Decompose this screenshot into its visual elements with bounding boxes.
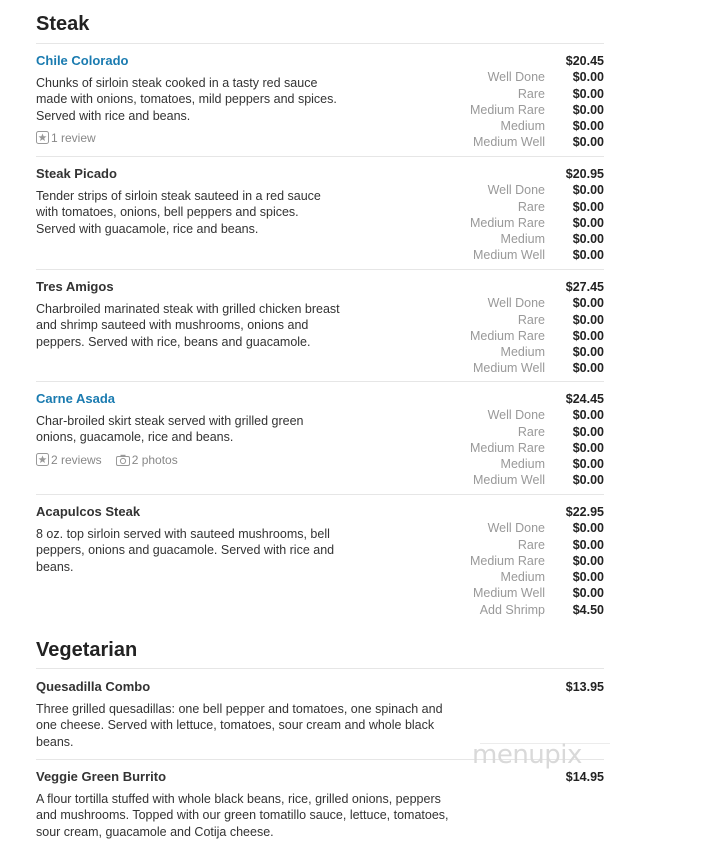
option-price: $0.00 [572, 408, 604, 423]
option-label: Medium [500, 345, 545, 360]
option-price: $0.00 [572, 215, 604, 230]
option-row [404, 520, 604, 536]
option-label: Medium Rare [469, 553, 545, 568]
option-price: $0.00 [572, 248, 604, 263]
section-divider [36, 668, 604, 669]
menu-item-carne-asada [36, 391, 604, 488]
option-label: Medium Well [472, 586, 545, 601]
option-label: Medium Well [472, 248, 545, 263]
photo-count-link[interactable] [116, 453, 178, 467]
review-count-link[interactable] [36, 453, 102, 467]
option-row [404, 134, 604, 150]
option-row [404, 199, 604, 215]
option-price: $0.00 [572, 102, 604, 117]
option-label: Medium Rare [469, 215, 545, 230]
option-label: Rare [517, 312, 545, 327]
option-label: Add Shrimp [479, 602, 545, 617]
option-label: Medium [500, 457, 545, 472]
option-row [404, 569, 604, 585]
option-price: $0.00 [572, 586, 604, 601]
price-list [404, 504, 604, 618]
item-price: $20.95 [565, 167, 604, 181]
item-name: Acapulcos Steak [36, 504, 141, 519]
option-price: $0.00 [572, 86, 604, 101]
item-name: Veggie Green Burrito [36, 769, 167, 784]
item-description: Tender strips of sirloin steak sauteed in a red sauce with tomatoes, onions, bell peppers and spices. Served with guacamole, rice and beans. [36, 189, 321, 236]
item-description: A flour tortilla stuffed with whole black beans, rice, grilled onions, peppers and mushrooms. Topped with our green tomatillo sauce, lettuce, tomatoes, sour cream, guacamole and Cotija cheese. [36, 792, 449, 839]
option-row [404, 328, 604, 344]
option-row [404, 407, 604, 423]
option-price: $0.00 [572, 537, 604, 552]
option-row [404, 215, 604, 231]
option-label: Well Done [487, 183, 545, 198]
section-divider [36, 43, 604, 44]
menu-item-veggie-green-burrito [36, 769, 604, 840]
option-label: Medium Well [472, 473, 545, 488]
option-price: $0.00 [572, 183, 604, 198]
item-name: Steak Picado [36, 166, 117, 181]
option-label: Rare [517, 86, 545, 101]
option-row [404, 360, 604, 376]
menu-item-tres-amigos [36, 279, 604, 376]
option-price: $0.00 [572, 521, 604, 536]
option-price: $0.00 [572, 328, 604, 343]
option-price: $0.00 [572, 199, 604, 214]
option-row [404, 344, 604, 360]
option-label: Well Done [487, 70, 545, 85]
option-row [404, 440, 604, 456]
option-row [404, 472, 604, 488]
item-description: 8 oz. top sirloin served with sauteed mushrooms, bell peppers, onions and guacamole. Served with rice and beans. [36, 527, 335, 574]
option-label: Well Done [487, 408, 545, 423]
item-divider [36, 269, 604, 270]
item-name-link[interactable]: Chile Colorado [36, 53, 129, 68]
option-price: $0.00 [572, 119, 604, 134]
option-row [404, 585, 604, 601]
item-price: $13.95 [565, 680, 604, 694]
option-row [404, 312, 604, 328]
option-label: Well Done [487, 296, 545, 311]
item-description: Chunks of sirloin steak cooked in a tasty red sauce made with onions, tomatoes, mild peppers and spices. Served with rice and beans. [36, 76, 337, 123]
option-label: Medium Well [472, 361, 545, 376]
option-price: $0.00 [572, 570, 604, 585]
option-label: Medium Rare [469, 328, 545, 343]
option-row [404, 537, 604, 553]
item-description: Char-broiled skirt steak served with grilled green onions, guacamole, rice and beans. [36, 414, 304, 445]
option-row [404, 69, 604, 85]
option-price: $4.50 [572, 602, 604, 617]
option-row [404, 424, 604, 440]
option-row [404, 86, 604, 102]
option-price: $0.00 [572, 553, 604, 568]
price-list [404, 53, 604, 151]
price-list [404, 679, 604, 695]
option-price: $0.00 [572, 440, 604, 455]
option-label: Well Done [487, 521, 545, 536]
price-list [404, 769, 604, 785]
menu-item-steak-picado [36, 166, 604, 263]
menu-item-chile-colorado [36, 53, 604, 150]
review-star-icon [36, 453, 49, 466]
item-price: $24.45 [565, 392, 604, 406]
item-name: Quesadilla Combo [36, 679, 151, 694]
section-title-vegetarian: Vegetarian [36, 639, 138, 661]
item-divider [36, 494, 604, 495]
menu-item-acapulcos-steak [36, 504, 604, 617]
option-row [404, 602, 604, 618]
watermark-logo: menupix [472, 740, 582, 770]
option-row [404, 247, 604, 263]
option-label: Medium Rare [469, 440, 545, 455]
option-label: Medium [500, 232, 545, 247]
option-row [404, 182, 604, 198]
item-description: Three grilled quesadillas: one bell pepper and tomatoes, one spinach and one cheese. Served with lettuce, tomatoes, sour cream and whole black beans. [36, 702, 443, 749]
option-price: $0.00 [572, 135, 604, 150]
option-price: $0.00 [572, 424, 604, 439]
item-price: $20.45 [565, 54, 604, 68]
item-name: Tres Amigos [36, 279, 114, 294]
review-count: 1 review [51, 130, 96, 145]
section-title-steak: Steak [36, 13, 90, 35]
review-count: 2 reviews [51, 452, 102, 467]
camera-icon [116, 454, 130, 466]
option-row [404, 102, 604, 118]
option-label: Rare [517, 424, 545, 439]
option-label: Medium [500, 570, 545, 585]
option-label: Medium Well [472, 135, 545, 150]
option-label: Medium [500, 119, 545, 134]
option-label: Rare [517, 537, 545, 552]
option-label: Rare [517, 199, 545, 214]
price-list [404, 391, 604, 489]
option-row [404, 231, 604, 247]
item-price: $22.95 [565, 505, 604, 519]
option-row [404, 295, 604, 311]
option-price: $0.00 [572, 296, 604, 311]
review-count-link[interactable] [36, 131, 96, 145]
option-price: $0.00 [572, 345, 604, 360]
option-price: $0.00 [572, 473, 604, 488]
option-row [404, 118, 604, 134]
option-label: Medium Rare [469, 102, 545, 117]
option-price: $0.00 [572, 70, 604, 85]
item-price: $14.95 [565, 770, 604, 784]
option-price: $0.00 [572, 457, 604, 472]
item-divider [36, 156, 604, 157]
item-description: Charbroiled marinated steak with grilled chicken breast and shrimp sauteed with mushrooms, onions and peppers. Served with rice, beans and guacamole. [36, 302, 340, 349]
price-list [404, 166, 604, 264]
price-list [404, 279, 604, 377]
review-star-icon [36, 131, 49, 144]
option-price: $0.00 [572, 232, 604, 247]
option-row [404, 456, 604, 472]
item-divider [36, 381, 604, 382]
photo-count: 2 photos [131, 452, 178, 467]
option-price: $0.00 [572, 361, 604, 376]
item-name-link[interactable]: Carne Asada [36, 391, 115, 406]
item-price: $27.45 [565, 280, 604, 294]
option-price: $0.00 [572, 312, 604, 327]
option-row [404, 553, 604, 569]
